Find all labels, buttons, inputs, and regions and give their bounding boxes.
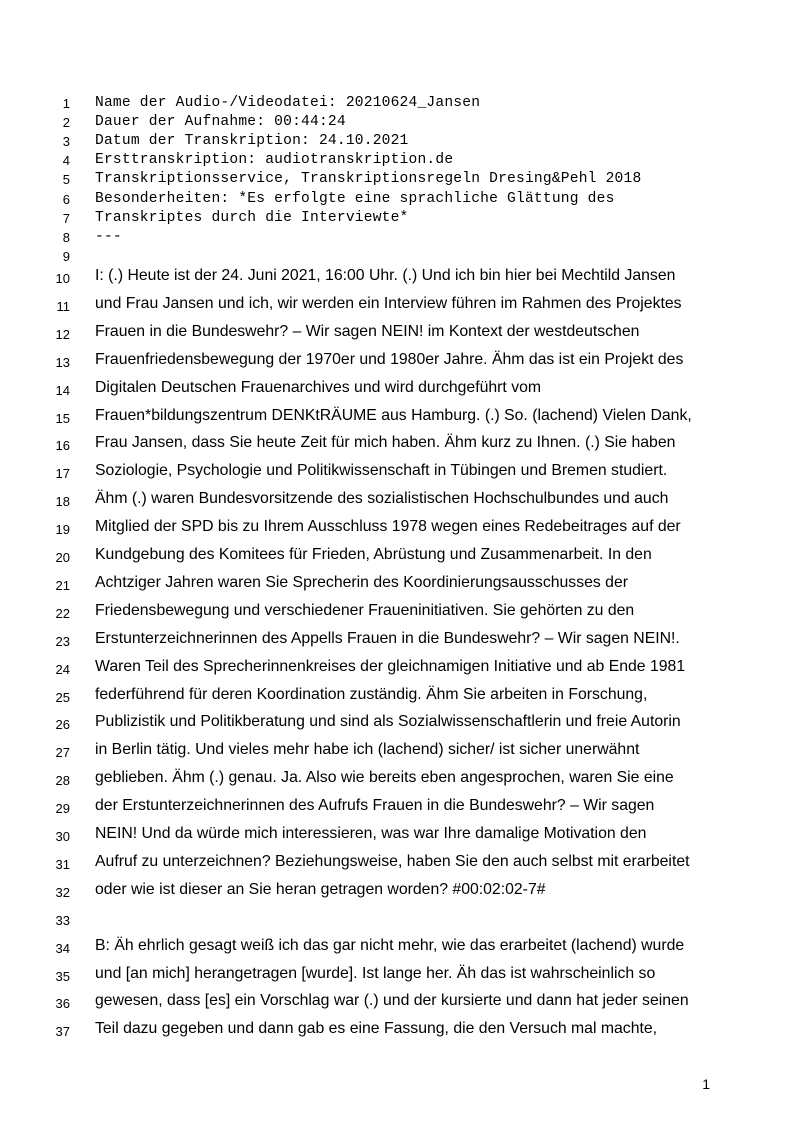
line-text: Digitalen Deutschen Frauenarchives und wird durchgeführt vom	[95, 378, 542, 396]
line-text: Aufruf zu unterzeichnen? Beziehungsweise, haben Sie den auch selbst mit erarbeitet	[95, 852, 690, 870]
line-text: Datum der Transkription: 24.10.2021	[95, 133, 409, 150]
line-number: 1	[62, 96, 70, 111]
line-text: Soziologie, Psychologie und Politikwissenschaft in Tübingen und Bremen studiert.	[95, 462, 668, 480]
line-text: Ähm (.) waren Bundesvorsitzende des sozialistischen Hochschulbundes und auch	[95, 490, 669, 508]
line-number: 20	[55, 550, 70, 565]
line-text: oder wie ist dieser an Sie heran getragen worden? #00:02:02-7#	[95, 880, 546, 898]
line-text: Frauen in die Bundeswehr? – Wir sagen NEIN! im Kontext der westdeutschen	[95, 322, 640, 340]
line-text: Teil dazu gegeben und dann gab es eine Fassung, die den Versuch mal machte,	[95, 1020, 658, 1038]
line-text: Waren Teil des Sprecherinnenkreises der gleichnamigen Initiative und ab Ende 1981	[95, 657, 686, 675]
line-number: 9	[62, 248, 70, 264]
line-number: 14	[55, 382, 70, 398]
line-number: 29	[55, 801, 70, 817]
page-number: 1	[702, 1076, 710, 1092]
line-text: Publizistik und Politikberatung und sind als Sozialwissenschaftlerin und freie Autorin	[95, 713, 681, 731]
line-number: 12	[55, 326, 70, 342]
line-number: 11	[56, 298, 70, 314]
line-number: 22	[55, 605, 70, 621]
line-number: 13	[55, 354, 70, 370]
line-text: geblieben. Ähm (.) genau. Ja. Also wie bereits eben angesprochen, waren Sie eine	[95, 769, 674, 787]
line-text: der Erstunterzeichnerinnen des Aufrufs Frauen in die Bundeswehr? – Wir sagen	[95, 797, 655, 815]
line-number: 16	[55, 438, 70, 454]
line-text: gewesen, dass [es] ein Vorschlag war (.) und der kursierte und dann hat jeder seinen	[95, 992, 689, 1010]
line-text: Frauen*bildungszentrum DENKtRÄUME aus Hamburg. (.) So. (lachend) Vielen Dank,	[95, 406, 692, 424]
line-text: Kundgebung des Komitees für Frieden, Abrüstung und Zusammenarbeit. In den	[95, 546, 652, 563]
line-number: 2	[62, 115, 70, 131]
line-text: Mitglied der SPD bis zu Ihrem Ausschluss 1978 wegen eines Redebeitrages auf der	[95, 518, 681, 536]
line-number: 36	[55, 996, 70, 1012]
line-number: 33	[55, 912, 70, 928]
line-text: Achtziger Jahren waren Sie Sprecherin des Koordinierungsausschusses der	[95, 573, 628, 591]
line-text: in Berlin tätig. Und vieles mehr habe ich (lachend) sicher/ ist sicher unerwähnt	[95, 741, 640, 759]
line-number: 19	[55, 522, 70, 538]
line-number: 3	[62, 134, 70, 150]
line-text: Frau Jansen, dass Sie heute Zeit für mich haben. Ähm kurz zu Ihnen. (.) Sie haben	[95, 434, 676, 452]
line-text: I: (.) Heute ist der 24. Juni 2021, 16:00 Uhr. (.) Und ich bin hier bei Mechtild Jansen	[95, 267, 676, 284]
line-number: 26	[55, 717, 70, 733]
line-number: 35	[55, 968, 70, 984]
line-number: 25	[55, 689, 70, 705]
line-text: ---	[95, 228, 122, 245]
line-number: 32	[55, 884, 70, 900]
line-text: Transkriptes durch die Interviewte*	[95, 209, 409, 226]
line-text: NEIN! Und da würde mich interessieren, was war Ihre damalige Motivation den	[95, 825, 647, 842]
line-text: und Frau Jansen und ich, wir werden ein Interview führen im Rahmen des Projektes	[95, 294, 682, 312]
line-number: 8	[62, 229, 70, 245]
line-text: Erstunterzeichnerinnen des Appells Frauen in die Bundeswehr? – Wir sagen NEIN!.	[95, 629, 680, 647]
line-number: 24	[55, 661, 70, 677]
line-text: federführend für deren Koordination zuständig. Ähm Sie arbeiten in Forschung,	[95, 685, 648, 703]
line-number: 28	[55, 773, 70, 789]
line-text: Name der Audio-/Videodatei: 20210624_Jansen	[95, 95, 481, 111]
line-text: Friedensbewegung und verschiedener Fraueninitiativen. Sie gehörten zu den	[95, 601, 635, 619]
line-text: Frauenfriedensbewegung der 1970er und 1980er Jahre. Ähm das ist ein Projekt des	[95, 350, 684, 368]
line-number: 17	[55, 466, 70, 482]
line-number: 15	[55, 410, 70, 426]
line-number: 10	[55, 271, 70, 286]
line-text: Dauer der Aufnahme: 00:44:24	[95, 114, 346, 131]
line-number: 23	[55, 633, 70, 649]
line-number: 6	[62, 191, 70, 207]
line-text: Transkriptionsservice, Transkriptionsregeln Dresing&Pehl 2018	[95, 171, 642, 188]
line-number: 7	[62, 210, 70, 226]
line-number: 37	[55, 1024, 70, 1040]
line-number: 30	[55, 829, 70, 844]
line-number: 5	[62, 172, 70, 188]
line-number: 27	[55, 745, 70, 761]
line-text: und [an mich] herangetragen [wurde]. Ist lange her. Äh das ist wahrscheinlich so	[95, 964, 656, 982]
line-number: 31	[55, 856, 70, 872]
line-number: 4	[62, 153, 70, 169]
line-number: 21	[55, 577, 70, 593]
line-number: 18	[55, 494, 70, 510]
line-text: Ersttranskription: audiotranskription.de	[95, 152, 454, 169]
line-text: Besonderheiten: *Es erfolgte eine sprachliche Glättung des	[95, 190, 615, 207]
line-number: 34	[55, 940, 70, 956]
line-text: B: Äh ehrlich gesagt weiß ich das gar nicht mehr, wie das erarbeitet (lachend) wurde	[95, 936, 685, 954]
